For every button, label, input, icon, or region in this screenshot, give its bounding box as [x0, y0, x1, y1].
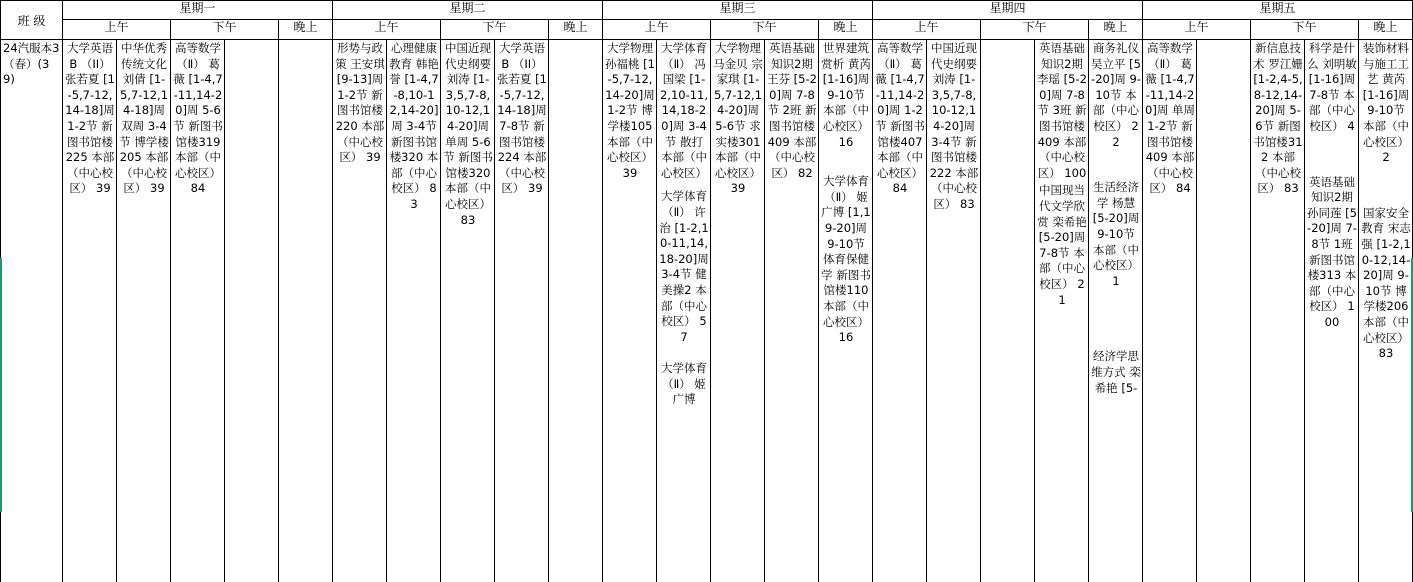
- empty-slot: [1197, 40, 1251, 582]
- course-mon-am-1: 大学英语B （II） 张若夏 [1-5,7-12,14-18]周 1-2节 新图书馆楼225 本部（中心校区） 39: [63, 40, 117, 582]
- period-header-pm: 下午: [981, 20, 1089, 40]
- period-header-eve: 晚上: [819, 20, 873, 40]
- course-entry: 大学体育 （Ⅱ） 冯国梁 [1-2,10-11,14,18-20]周 3-4节 散打 本部（中心校区）: [659, 41, 709, 180]
- period-header-am: 上午: [873, 20, 981, 40]
- day-header-tuesday: 星期二: [333, 0, 603, 20]
- period-header-eve: 晚上: [279, 20, 333, 40]
- course-mon-am-2: 中华优秀传统文化 刘倩 [1-5,7-12,14-18]周 双周 3-4节 博学楼205 本部（中心校区） 39: [117, 40, 171, 582]
- course-tue-am-1: 形势与政策 王安琪 [9-13]周 1-2节 新图书馆楼220 本部（中心校区） 39: [333, 40, 387, 582]
- period-header-eve: 晚上: [1359, 20, 1413, 40]
- course-entry: 商务礼仪 吴立平 [5-20]周 9-10节 本部（中心校区） 22: [1091, 41, 1141, 149]
- period-header-pm: 下午: [1251, 20, 1359, 40]
- course-entry: 英语基础知识2期 李瑶 [5-20]周 7-8节 3班 新图书馆楼409 本部（中心校区） 100: [1037, 41, 1087, 180]
- left-edge-marker: [0, 258, 2, 512]
- period-header-am: 上午: [603, 20, 711, 40]
- class-column-header: 班 级: [0, 0, 63, 40]
- course-entry: 英语基础知识2期 孙同莲 [5-20]周 7-8节 1班 新图书馆楼313 本部（中心校区） 100: [1307, 174, 1357, 329]
- empty-slot: [225, 40, 279, 582]
- course-entry: 中国现当代文学欣赏 栾希艳 [5-20]周 7-8节 本部（中心校区） 21: [1037, 183, 1087, 307]
- course-fri-am-1: 高等数学 （Ⅱ） 葛薇 [1-4,7-11,14-20]周 单周 1-2节 新图书馆楼409 本部（中心校区） 84: [1143, 40, 1197, 582]
- course-tue-pm-2: 大学英语B （II） 张若夏 [1-5,7-12,14-18]周 7-8节 新图书馆楼224 本部（中心校区） 39: [495, 40, 549, 582]
- course-thu-am-2: 中国近现代史纲要 刘涛 [1-3,5,7-8,10-12,14-20]周 3-4节 新图书馆楼222 本部（中心校区） 83: [927, 40, 981, 582]
- empty-slot: [279, 40, 333, 582]
- course-fri-pm-2: [1305, 40, 1359, 582]
- course-wed-pm-2: 英语基础知识2期 王芬 [5-20]周 7-8节 2班 新图书馆楼409 本部（中心校区） 82: [765, 40, 819, 582]
- course-entry: 装饰材料与施工工艺 黄芮 [1-16]周 9-10节 本部（中心校区） 2: [1362, 41, 1410, 165]
- course-entry: 大学体育 （Ⅱ） 姬广博 [1,19-20]周 9-10节 体育保健学 新图书馆楼110 本部（中心校区） 16: [821, 174, 871, 345]
- day-header-friday: 星期五: [1143, 0, 1413, 20]
- period-header-am: 上午: [333, 20, 441, 40]
- class-name: 24汽服本3（春）(39): [0, 40, 63, 582]
- empty-slot: [549, 40, 603, 582]
- course-tue-am-2: 心理健康教育 韩艳誉 [1-4,7-8,10-12,14-20]周 3-4节 新图书馆楼320 本部（中心校区） 83: [387, 40, 441, 582]
- period-header-am: 上午: [1143, 20, 1251, 40]
- period-header-pm: 下午: [441, 20, 549, 40]
- day-header-wednesday: 星期三: [603, 0, 873, 20]
- period-header-pm: 下午: [711, 20, 819, 40]
- course-entry: 经济学思维方式 栾希艳 [5-: [1091, 349, 1141, 395]
- course-thu-pm-2: [1035, 40, 1089, 582]
- period-header-eve: 晚上: [1089, 20, 1143, 40]
- course-tue-pm-1: 中国近现代史纲要 刘涛 [1-3,5,7-8,10-12,14-20]周 单周 5-6节 新图书馆楼320 本部（中心校区） 83: [441, 40, 495, 582]
- course-entry: 大学体育 （Ⅱ） 姬广博: [661, 361, 707, 407]
- course-thu-am-1: 高等数学 （Ⅱ） 葛薇 [1-4,7-11,14-20]周 1-2节 新图书馆楼407 本部（中心校区） 84: [873, 40, 927, 582]
- course-entry: 生活经济学 杨慧 [5-20]周 9-10节 本部（中心校区） 1: [1092, 180, 1140, 288]
- day-header-thursday: 星期四: [873, 0, 1143, 20]
- period-header-eve: 晚上: [549, 20, 603, 40]
- period-header-am: 上午: [63, 20, 171, 40]
- course-entry: 国家安全教育 宋志强 [1-2,10-12,14-20]周 9-10节 博学楼206 本部（中心校区） 83: [1361, 205, 1411, 361]
- course-thu-eve: [1089, 40, 1143, 582]
- course-entry: 科学是什么 刘明敏 [1-16]周 7-8节 本部（中心校区） 4: [1307, 41, 1357, 133]
- day-header-monday: 星期一: [63, 0, 333, 20]
- course-fri-pm-1: 新信息技术 罗江姗 [1-2,4-5,8-12,14-20]周 5-6节 新图书馆楼312 本部（中心校区） 83: [1251, 40, 1305, 582]
- course-fri-eve: [1359, 40, 1413, 582]
- period-header-pm: 下午: [171, 20, 279, 40]
- empty-slot: [981, 40, 1035, 582]
- course-wed-eve: [819, 40, 873, 582]
- course-entry: 世界建筑赏析 黄芮 [1-16]周 9-10节 本部（中心校区） 16: [821, 41, 871, 149]
- course-wed-pm-1: 大学物理 马金贝 宗家琪 [1-5,7-12,14-20]周 5-6节 求实楼301 本部（中心校区） 39: [711, 40, 765, 582]
- course-entry: 大学体育 （Ⅱ） 许治 [1-2,10-11,14,18-20]周 3-4节 健美操2 本部（中心校区） 57: [659, 189, 709, 344]
- course-wed-am-2: [657, 40, 711, 582]
- course-wed-am-1: 大学物理 孙福桃 [1-5,7-12,14-20]周 1-2节 博学楼105 本部（中心校区） 39: [603, 40, 657, 582]
- course-mon-pm-1: 高等数学 （Ⅱ） 葛薇 [1-4,7-11,14-20]周 5-6节 新图书馆楼319 本部（中心校区） 84: [171, 40, 225, 582]
